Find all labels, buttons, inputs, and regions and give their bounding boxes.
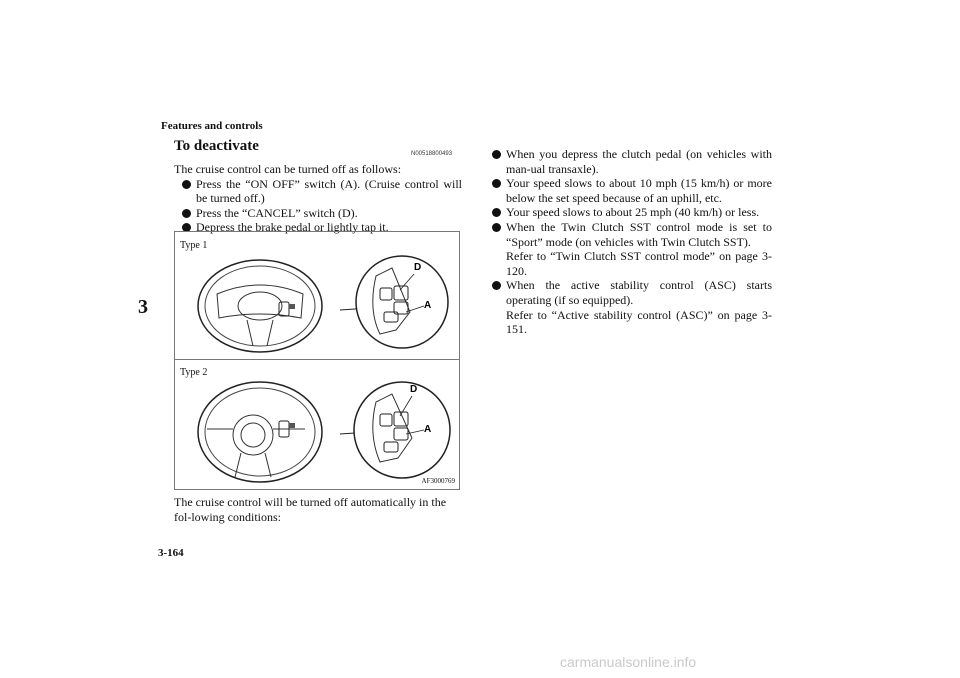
cross-reference: Refer to “Twin Clutch SST control mode” on page 3-120. xyxy=(506,249,772,278)
steering-wheel-type1-icon xyxy=(195,254,325,354)
list-item: Your speed slows to about 10 mph (15 km/h) or more below the set speed because of an uphill, etc. xyxy=(490,176,772,205)
bullet-icon xyxy=(492,150,501,159)
list-item: Press the “CANCEL” switch (D). xyxy=(180,206,462,221)
list-item: Depress the brake pedal or lightly tap it. xyxy=(180,220,462,235)
list-item: Your speed slows to about 25 mph (40 km/h) or less. xyxy=(490,205,772,220)
callout-a-type1: A xyxy=(424,300,432,311)
bullet-icon xyxy=(492,179,501,188)
page-number: 3-164 xyxy=(158,547,184,559)
type2-label: Type 2 xyxy=(180,367,208,378)
bullet-icon xyxy=(182,180,191,189)
callout-d-type2: D xyxy=(410,384,418,395)
bullet-icon xyxy=(182,209,191,218)
callout-a-type2: A xyxy=(424,424,432,435)
deactivate-list xyxy=(174,177,462,235)
intro-text: The cruise control can be turned off as follows: xyxy=(174,162,402,176)
section-code: N00518800493 xyxy=(411,151,453,157)
list-item: When the active stability control (ASC) starts operating (if so equipped). Refer to “Active stability control (ASC)” on page 3-151. xyxy=(490,278,772,336)
auto-off-list xyxy=(490,147,772,337)
type1-label: Type 1 xyxy=(180,240,208,251)
bullet-icon xyxy=(492,281,501,290)
right-column xyxy=(490,147,772,337)
section-heading: To deactivate xyxy=(174,138,259,154)
switch-closeup-type1-icon xyxy=(340,250,430,350)
figure-divider xyxy=(175,359,459,360)
chapter-tab: 3 xyxy=(138,296,148,318)
steering-wheel-figure xyxy=(174,231,460,490)
cross-reference: Refer to “Active stability control (ASC)” on page 3-151. xyxy=(506,307,772,337)
list-item: When you depress the clutch pedal (on vehicles with man-ual transaxle). xyxy=(490,147,772,176)
bullet-icon xyxy=(492,223,501,232)
left-column xyxy=(174,162,462,235)
figure-code: AF3000769 xyxy=(421,477,455,485)
list-item: When the Twin Clutch SST control mode is set to “Sport” mode (on vehicles with Twin Clutch SST). Refer to “Twin Clutch SST control mode” on page 3-120. xyxy=(490,220,772,278)
auto-off-paragraph: The cruise control will be turned off automatically in the fol-lowing conditions: xyxy=(174,495,447,524)
steering-wheel-type2-icon xyxy=(195,377,325,487)
switch-closeup-type2-icon xyxy=(340,372,430,482)
page-header: Features and controls xyxy=(161,120,263,132)
list-item: Press the “ON OFF” switch (A). (Cruise control will be turned off.) xyxy=(180,177,462,206)
callout-d-type1: D xyxy=(414,262,422,273)
watermark: carmanualsonline.info xyxy=(560,654,697,670)
bullet-icon xyxy=(492,208,501,217)
